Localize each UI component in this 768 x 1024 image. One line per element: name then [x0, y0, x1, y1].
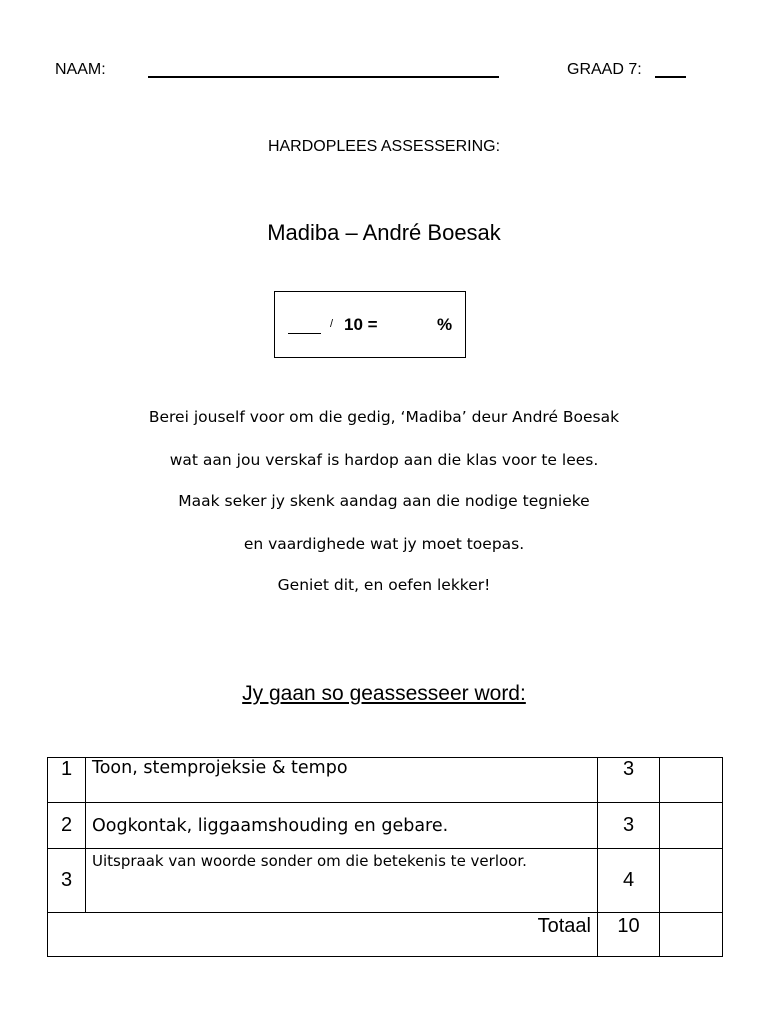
- score-cell[interactable]: [660, 803, 723, 849]
- table-row: [48, 758, 723, 803]
- criterion-cell: Toon, stemprojeksie & tempo: [86, 758, 598, 803]
- score-percent: %: [437, 315, 453, 334]
- grade-label: GRAAD 7:: [567, 61, 642, 78]
- max-marks-cell: 4: [598, 849, 660, 913]
- criterion-cell: Uitspraak van woorde sonder om die betekenis te verloor.: [86, 849, 598, 913]
- score-blank-line[interactable]: [288, 333, 321, 334]
- instruction-line: Berei jouself voor om die gedig, ‘Madiba’ deur André Boesak: [148, 408, 620, 426]
- total-marks-cell: 10: [598, 913, 660, 957]
- instruction-line: Maak seker jy skenk aandag aan die nodige tegnieke: [178, 492, 590, 510]
- score-cell[interactable]: [660, 849, 723, 913]
- table-row: [48, 849, 723, 913]
- score-total: 10 =: [344, 315, 378, 334]
- max-marks-cell: 3: [598, 758, 660, 803]
- assessment-heading: HARDOPLEES ASSESSERING:: [267, 138, 501, 155]
- instruction-line: Geniet dit, en oefen lekker!: [277, 576, 491, 594]
- rubric-heading: Jy gaan so geassesseer word:: [242, 682, 526, 705]
- instruction-line: wat aan jou verskaf is hardop aan die klas voor te lees.: [169, 451, 599, 469]
- row-number: 2: [48, 803, 86, 849]
- rubric-table: [47, 757, 723, 957]
- grade-blank-line[interactable]: [655, 76, 686, 78]
- name-blank-line[interactable]: [148, 76, 499, 78]
- total-score-cell[interactable]: [660, 913, 723, 957]
- poem-title: Madiba – André Boesak: [267, 220, 501, 245]
- name-label: NAAM:: [55, 61, 106, 78]
- row-number: 3: [48, 849, 86, 913]
- row-number: 1: [48, 758, 86, 803]
- table-row-total: [48, 913, 723, 957]
- score-slash: /: [330, 318, 334, 330]
- total-label: Totaal: [48, 913, 598, 957]
- score-cell[interactable]: [660, 758, 723, 803]
- table-row: [48, 803, 723, 849]
- max-marks-cell: 3: [598, 803, 660, 849]
- criterion-cell: Oogkontak, liggaamshouding en gebare.: [86, 803, 598, 849]
- instruction-line: en vaardighede wat jy moet toepas.: [243, 535, 525, 553]
